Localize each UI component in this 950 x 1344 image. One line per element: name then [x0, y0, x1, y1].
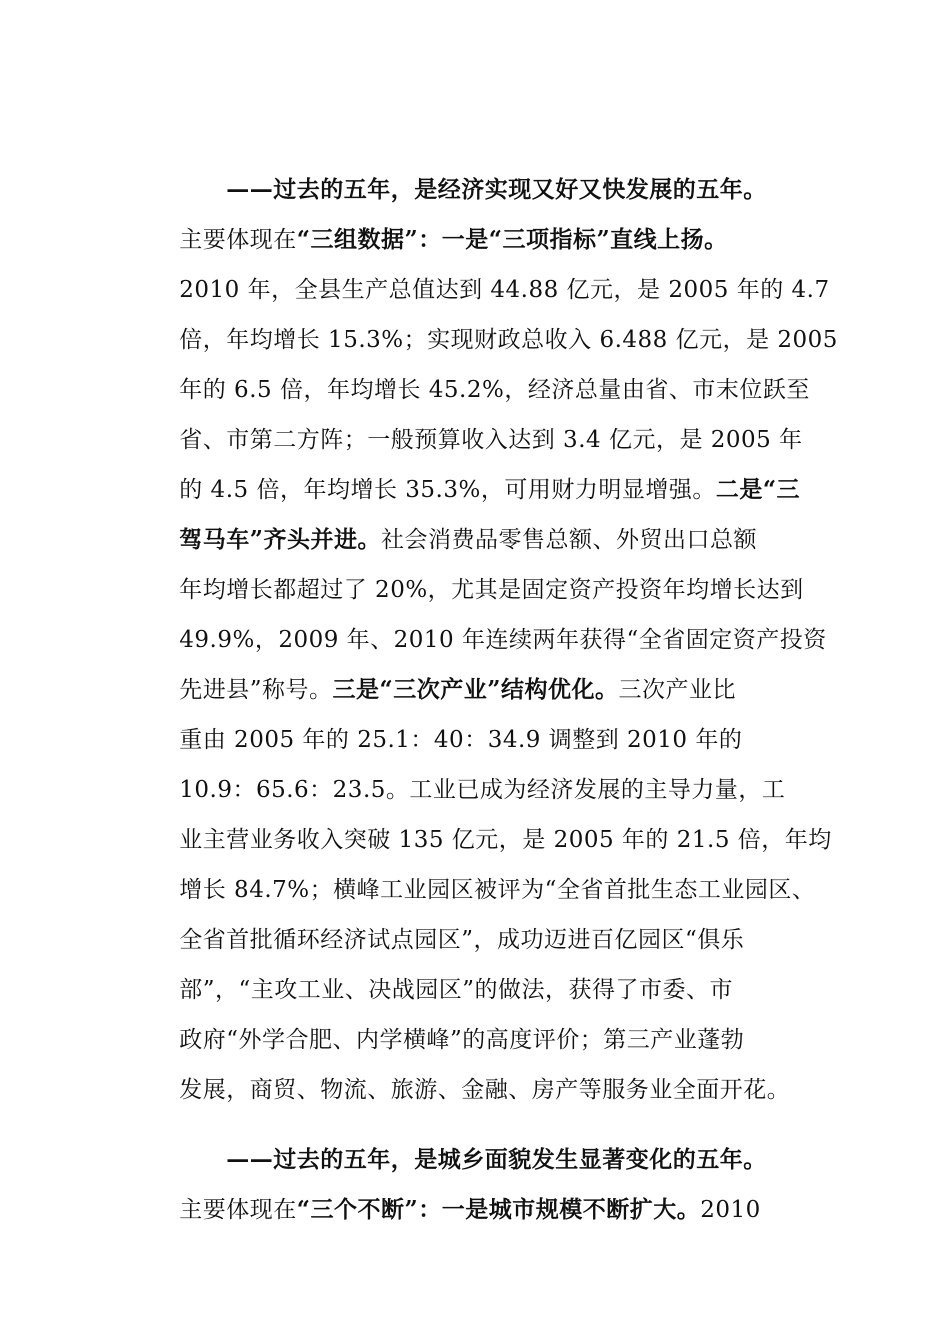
body-text: 年的 6.5 倍，年均增长 45.2%，经济总量由省、市末位跃至 — [179, 377, 810, 403]
body-text: 主要体现在 — [179, 227, 297, 253]
bold-text: 驾马车”齐头并进。 — [179, 526, 381, 553]
paragraph-line — [148, 230, 830, 303]
paragraph-line — [148, 430, 801, 503]
paragraph-line — [148, 730, 786, 803]
body-text: 先进县”称号。 — [179, 677, 333, 703]
paragraph-line — [148, 380, 803, 453]
paragraph-line — [148, 1030, 791, 1103]
bold-text: ——过去的五年，是经济实现又好又快发展的五年。 — [226, 176, 767, 203]
body-text: 的 4.5 倍，年均增长 35.3%，可用财力明显增强。 — [179, 477, 716, 503]
paragraph-line — [148, 180, 728, 253]
paragraph-line — [195, 130, 767, 203]
paragraph-line — [148, 330, 810, 403]
body-text: 主要体现在 — [179, 1197, 297, 1223]
paragraph-line — [148, 880, 745, 953]
paragraph-line — [148, 580, 827, 653]
body-text: 三次产业比 — [618, 677, 736, 703]
paragraph-line — [148, 280, 838, 353]
bold-text: “三个不断”：一是城市规模不断扩大。 — [296, 1196, 701, 1223]
body-text: 部”，“主攻工业、决战园区”的做法，获得了市委、市 — [179, 977, 734, 1003]
body-text: 业主营业务收入突破 135 亿元，是 2005 年的 21.5 倍，年均 — [179, 827, 832, 853]
body-text: 增长 84.7%；横峰工业园区被评为“全省首批生态工业园区、 — [179, 877, 816, 903]
bold-text: “三组数据”：一是“三项指标”直线上扬。 — [296, 226, 728, 253]
body-text: 政府“外学合肥、内学横峰”的高度评价；第三产业蓬勃 — [179, 1027, 745, 1053]
paragraph-line — [148, 530, 804, 603]
paragraph-line — [148, 680, 743, 753]
body-text: 发展，商贸、物流、旅游、金融、房产等服务业全面开花。 — [179, 1077, 791, 1103]
body-text: 年均增长都超过了 20%，尤其是固定资产投资年均增长达到 — [179, 577, 804, 603]
body-text: 2010 年，全县生产总值达到 44.88 亿元，是 2005 年的 4.7 — [179, 277, 830, 303]
body-text: 全省首批循环经济试点园区”，成功迈进百亿园区“俱乐 — [179, 927, 745, 953]
body-text: 10.9：65.6：23.5。工业已成为经济发展的主导力量，工 — [179, 777, 786, 803]
paragraph-line — [148, 780, 832, 853]
paragraph-line — [148, 980, 745, 1053]
paragraph-line — [148, 1150, 761, 1223]
bold-text: 二是“三 — [715, 476, 801, 503]
bold-text: 三是“三次产业”结构优化。 — [332, 676, 619, 703]
body-text: 49.9%，2009 年、2010 年连续两年获得“全省固定资产投资 — [179, 627, 827, 653]
bold-text: ——过去的五年，是城乡面貌发生显著变化的五年。 — [226, 1146, 767, 1173]
body-text: 重由 2005 年的 25.1：40：34.9 调整到 2010 年的 — [179, 727, 743, 753]
paragraph-line — [195, 1100, 767, 1173]
body-text: 倍，年均增长 15.3%；实现财政总收入 6.488 亿元，是 2005 — [179, 327, 838, 353]
paragraph-line — [148, 830, 816, 903]
body-text: 2010 — [700, 1197, 761, 1223]
paragraph-line — [148, 630, 736, 703]
paragraph-line — [148, 480, 757, 553]
body-text: 省、市第二方阵；一般预算收入达到 3.4 亿元，是 2005 年 — [179, 427, 803, 453]
body-text: 社会消费品零售总额、外贸出口总额 — [380, 527, 757, 553]
paragraph-line — [148, 930, 734, 1003]
